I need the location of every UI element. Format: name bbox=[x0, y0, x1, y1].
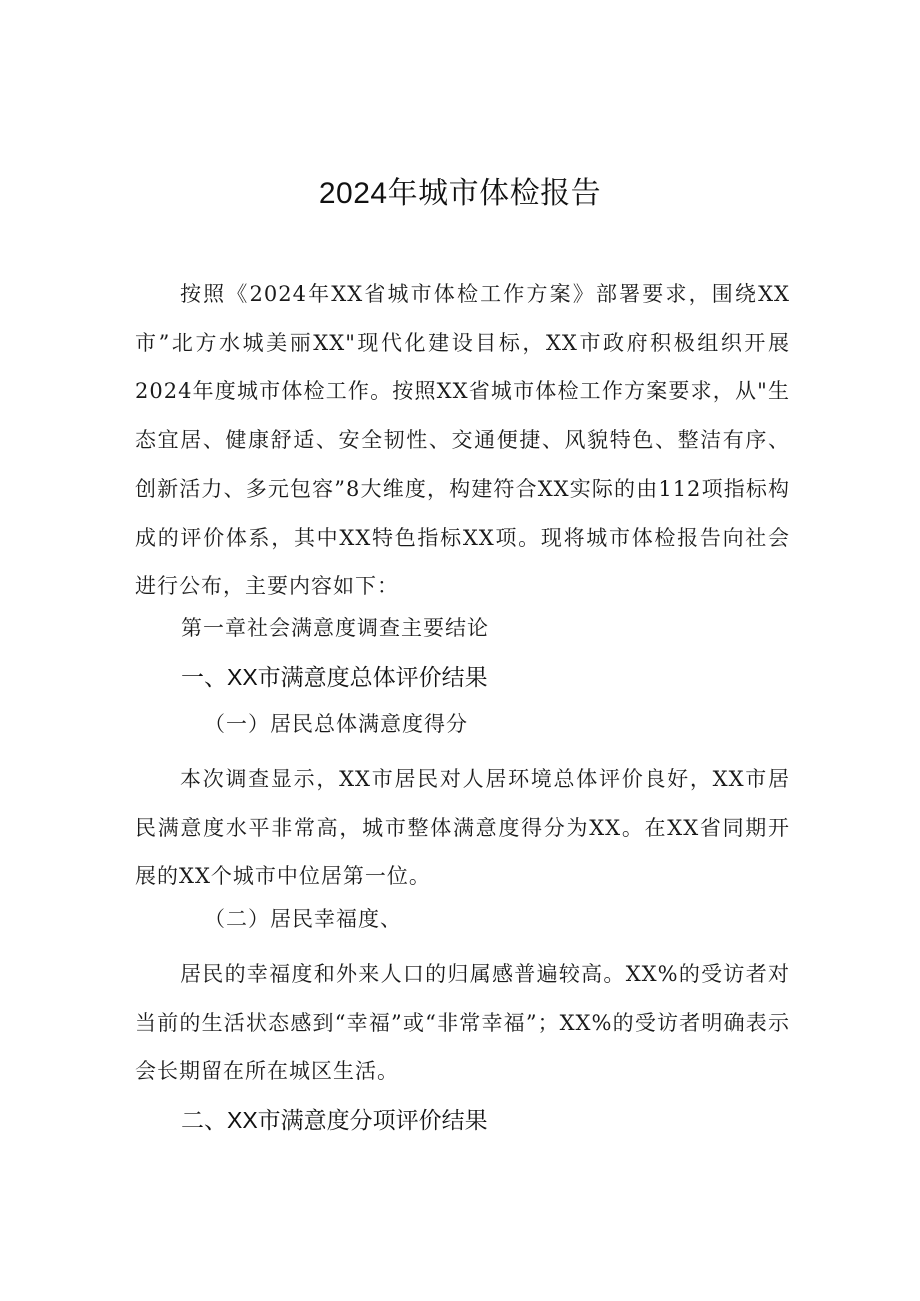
paragraph-happiness: 居民的幸福度和外来人口的归属感普遍较高。XX%的受访者对当前的生活状态感到“幸福”或“非常幸福”；XX%的受访者明确表示会长期留在所在城区生活。 bbox=[135, 962, 790, 1084]
subsection-heading-1: （一）居民总体满意度得分 bbox=[204, 712, 468, 736]
paragraph-overall-satisfaction: 本次调查显示，XX市居民对人居环境总体评价良好，XX市居民满意度水平非常高，城市整体满意度得分为XX。在XX省同期开展的XX个城市中位居第一位。 bbox=[135, 767, 790, 889]
chapter-heading: 第一章社会满意度调查主要结论 bbox=[181, 616, 489, 640]
section-heading-1: 一、XX市满意度总体评价结果 bbox=[181, 664, 488, 690]
intro-paragraph: 按照《2024年XX省城市体检工作方案》部署要求，围绕XX市”北方水城美丽XX"现代化建设目标，XX市政府积极组织开展2024年度城市体检工作。按照XX省城市体检工作方案要求，从"生态宜居、健康舒适、安全韧性、交通便捷、风貌特色、整洁有序、创新活力、多元包容”8大维度，构建符合XX实际的由112项指标构成的评价体系，其中XX特色指标XX项。现将城市体检报告向社会进行公布，主要内容如下： bbox=[135, 282, 790, 599]
section-heading-2: 二、XX市满意度分项评价结果 bbox=[181, 1107, 488, 1133]
subsection-heading-2: （二）居民幸福度、 bbox=[204, 907, 402, 931]
document-title: 2024年城市体检报告 bbox=[318, 177, 602, 210]
